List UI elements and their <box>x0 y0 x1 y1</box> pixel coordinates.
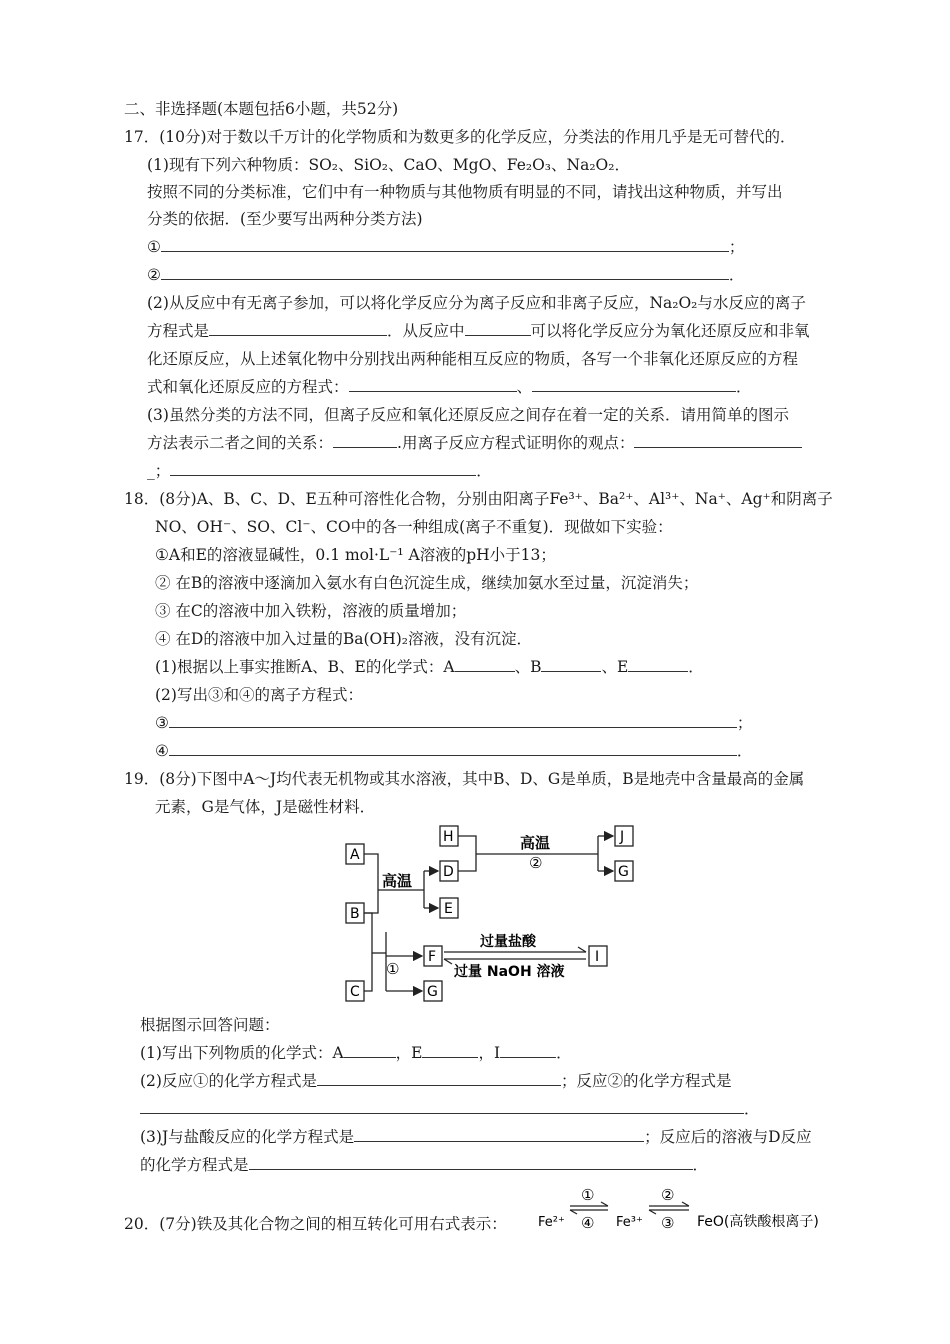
q19-intro <box>124 769 804 789</box>
circled-4-marker: ④ <box>155 742 169 760</box>
equation-blank[interactable] <box>170 461 476 476</box>
text: (2)反应①的化学方程式是 <box>140 1072 317 1090</box>
q17-part1-b: 按照不同的分类标准，它们中有一种物质与其他物质有明显的不同，请找出这种物质，并写出 <box>147 183 783 201</box>
answer-blank[interactable] <box>161 265 729 280</box>
q18-exp-1: ①A和E的溶液显碱性，0.1 mol·L⁻¹ A溶液的pH小于13； <box>155 546 556 564</box>
arrow-label-4: ④ <box>581 1214 595 1232</box>
q19-part3 <box>140 1127 812 1147</box>
q17-number: 17． <box>124 128 160 146</box>
semicolon: ； <box>728 238 745 256</box>
period: ． <box>556 1044 572 1062</box>
q17-part1-c: 分类的依据．(至少要写出两种分类方法) <box>147 210 423 228</box>
formula-blank-e[interactable] <box>628 657 688 672</box>
period: ． <box>728 266 745 284</box>
text: .用离子反应方程式证明你的观点： <box>397 434 635 452</box>
node-E: E <box>444 901 453 917</box>
period: ． <box>688 658 704 676</box>
circled-1-marker: ① <box>147 238 161 256</box>
period: ． <box>476 462 492 480</box>
text: 、B <box>514 658 542 676</box>
q19-intro-2: 元素，G是气体，J是磁性材料． <box>155 798 376 816</box>
label-high-temp-2: 高温 <box>520 834 551 852</box>
node-H: H <box>443 829 454 845</box>
circled-2-marker: ② <box>147 266 161 284</box>
q17-part3-a: (3)虽然分类的方法不同，但离子反应和氧化还原反应之间存在着一定的关系．请用简单的图示 <box>147 406 789 424</box>
text: ；反应后的溶液与D反应 <box>644 1128 812 1146</box>
node-D: D <box>443 864 454 880</box>
ionic-equation-blank[interactable] <box>209 321 387 336</box>
q17-part2-c: 化还原反应，从上述氧化物中分别找出两种能相互反应的物质，各写一个非氧化还原反应的方程 <box>147 350 799 368</box>
answer-blank[interactable] <box>169 713 737 728</box>
q17-answer-line-1 <box>147 237 744 257</box>
text: (1)写出下列物质的化学式：A <box>140 1044 344 1062</box>
text: 的化学方程式是 <box>140 1156 249 1174</box>
period: ． <box>744 1100 760 1118</box>
formula-blank-a[interactable] <box>455 657 515 672</box>
circled-3-marker: ③ <box>155 714 169 732</box>
q18-exp-3: ③ 在C的溶液中加入铁粉，溶液的质量增加； <box>155 602 467 620</box>
equation-blank-j-hcl[interactable] <box>354 1127 644 1142</box>
arrow-label-2: ② <box>661 1186 675 1204</box>
answer-blank[interactable] <box>161 237 729 252</box>
q17-part1: (1)现有下列六种物质：SO₂、SiO₂、CaO、MgO、Fe₂O₃、Na₂O₂． <box>147 156 630 174</box>
q17-intro <box>124 127 796 147</box>
period: ． <box>736 742 753 760</box>
text: 方法表示二者之间的关系： <box>147 434 334 452</box>
equation-blank-2[interactable] <box>140 1099 744 1114</box>
reaction-flow-diagram <box>330 818 650 1008</box>
text: ．从反应中 <box>387 322 465 340</box>
node-J: J <box>620 829 625 845</box>
q19-intro-text: (8分)下图中A～J均代表无机物或其水溶液，其中B、D、G是单质，B是地壳中含量最高的金属 <box>159 770 805 788</box>
q17-part3-b <box>147 433 802 453</box>
q19-part3-b <box>140 1155 708 1175</box>
formula-blank-e[interactable] <box>422 1043 478 1058</box>
node-G-top: G <box>618 864 629 880</box>
equation-blank[interactable] <box>634 433 802 448</box>
node-G-bottom: G <box>427 984 438 1000</box>
redox-equation-blank[interactable] <box>532 377 736 392</box>
q19-part2-line <box>140 1099 760 1119</box>
period: ． <box>692 1156 709 1174</box>
answer-blank[interactable] <box>169 741 737 756</box>
period: ． <box>736 378 752 396</box>
q20-intro-text: (7分)铁及其化合物之间的相互转化可用右式表示： <box>159 1215 507 1233</box>
label-excess-hcl: 过量盐酸 <box>480 934 536 950</box>
text: ，I <box>478 1044 501 1062</box>
q20-intro <box>124 1214 507 1234</box>
label-reaction-1: ① <box>386 960 400 978</box>
non-redox-equation-blank[interactable] <box>349 377 517 392</box>
fe3-ion: Fe³⁺ <box>616 1215 643 1230</box>
text: 可以将化学反应分为氧化还原反应和非氧 <box>530 322 810 340</box>
q17-answer-line-2 <box>147 265 744 285</box>
q17-part2-d <box>147 377 752 397</box>
q18-answer-line-4 <box>155 741 752 761</box>
q18-intro <box>124 489 833 509</box>
node-B: B <box>350 906 360 922</box>
q19-ask: 根据图示回答问题： <box>140 1016 280 1034</box>
formula-blank-a[interactable] <box>344 1043 396 1058</box>
q17-part2-a: (2)从反应中有无离子参加，可以将化学反应分为离子反应和非离子反应，Na₂O₂与水反应的离子 <box>147 294 806 312</box>
node-I: I <box>595 949 600 965</box>
q18-number: 18． <box>124 490 160 508</box>
text: 、 <box>516 378 533 396</box>
q18-ions: NO、OH⁻、SO、Cl⁻、CO中的各一种组成(离子不重复)．现做如下实验： <box>155 518 673 536</box>
text: (1)根据以上事实推断A、B、E的化学式：A <box>155 658 455 676</box>
criterion-blank[interactable] <box>465 321 531 336</box>
label-high-temp-1: 高温 <box>382 872 413 890</box>
q18-answer-line-3 <box>155 713 752 733</box>
q18-exp-4: ④ 在D的溶液中加入过量的Ba(OH)₂溶液，没有沉淀． <box>155 630 533 648</box>
q18-part1 <box>155 657 704 677</box>
text: 、E <box>601 658 629 676</box>
q20-number: 20． <box>124 1215 160 1233</box>
text: 方程式是 <box>147 322 210 340</box>
arrow-label-1: ① <box>581 1186 595 1204</box>
text: _； <box>147 462 171 480</box>
ferrate-ion: FeO(高铁酸根离子) <box>697 1214 819 1230</box>
fe2-ion: Fe²⁺ <box>538 1215 565 1230</box>
q18-part2: (2)写出③和④的离子方程式： <box>155 686 363 704</box>
arrow-label-3: ③ <box>661 1214 675 1232</box>
node-C: C <box>350 984 360 1000</box>
text: 式和氧化还原反应的方程式： <box>147 378 349 396</box>
equation-blank-d[interactable] <box>249 1155 693 1170</box>
q18-intro-text: (8分)A、B、C、D、E五种可溶性化合物，分别由阳离子Fe³⁺、Ba²⁺、Al³⁺、Na⁺、Ag⁺和阴离子 <box>159 490 833 508</box>
q17-part3-c <box>147 461 492 481</box>
q19-part2 <box>140 1071 731 1091</box>
diagram-blank[interactable] <box>333 433 397 448</box>
q17-intro-text: (10分)对于数以千万计的化学物质和为数更多的化学反应，分类法的作用几乎是无可替代的． <box>159 128 796 146</box>
q19-part1 <box>140 1043 572 1063</box>
q19-number: 19． <box>124 770 160 788</box>
label-reaction-2: ② <box>529 854 543 872</box>
text: (3)J与盐酸反应的化学方程式是 <box>140 1128 355 1146</box>
equation-blank-1[interactable] <box>317 1071 561 1086</box>
semicolon: ； <box>736 714 753 732</box>
text: ；反应②的化学方程式是 <box>560 1072 732 1090</box>
node-F: F <box>428 949 437 965</box>
iron-conversion-scheme <box>534 1182 864 1234</box>
text: ，E <box>395 1044 423 1062</box>
label-excess-naoh: 过量 NaOH 溶液 <box>454 964 565 980</box>
node-A: A <box>350 847 360 863</box>
q18-exp-2: ② 在B的溶液中逐滴加入氨水有白色沉淀生成，继续加氨水至过量，沉淀消失； <box>155 574 699 592</box>
section-title: 二、非选择题(本题包括6小题，共52分) <box>124 100 399 118</box>
q17-part2-b <box>147 321 810 341</box>
formula-blank-i[interactable] <box>500 1043 556 1058</box>
formula-blank-b[interactable] <box>541 657 601 672</box>
